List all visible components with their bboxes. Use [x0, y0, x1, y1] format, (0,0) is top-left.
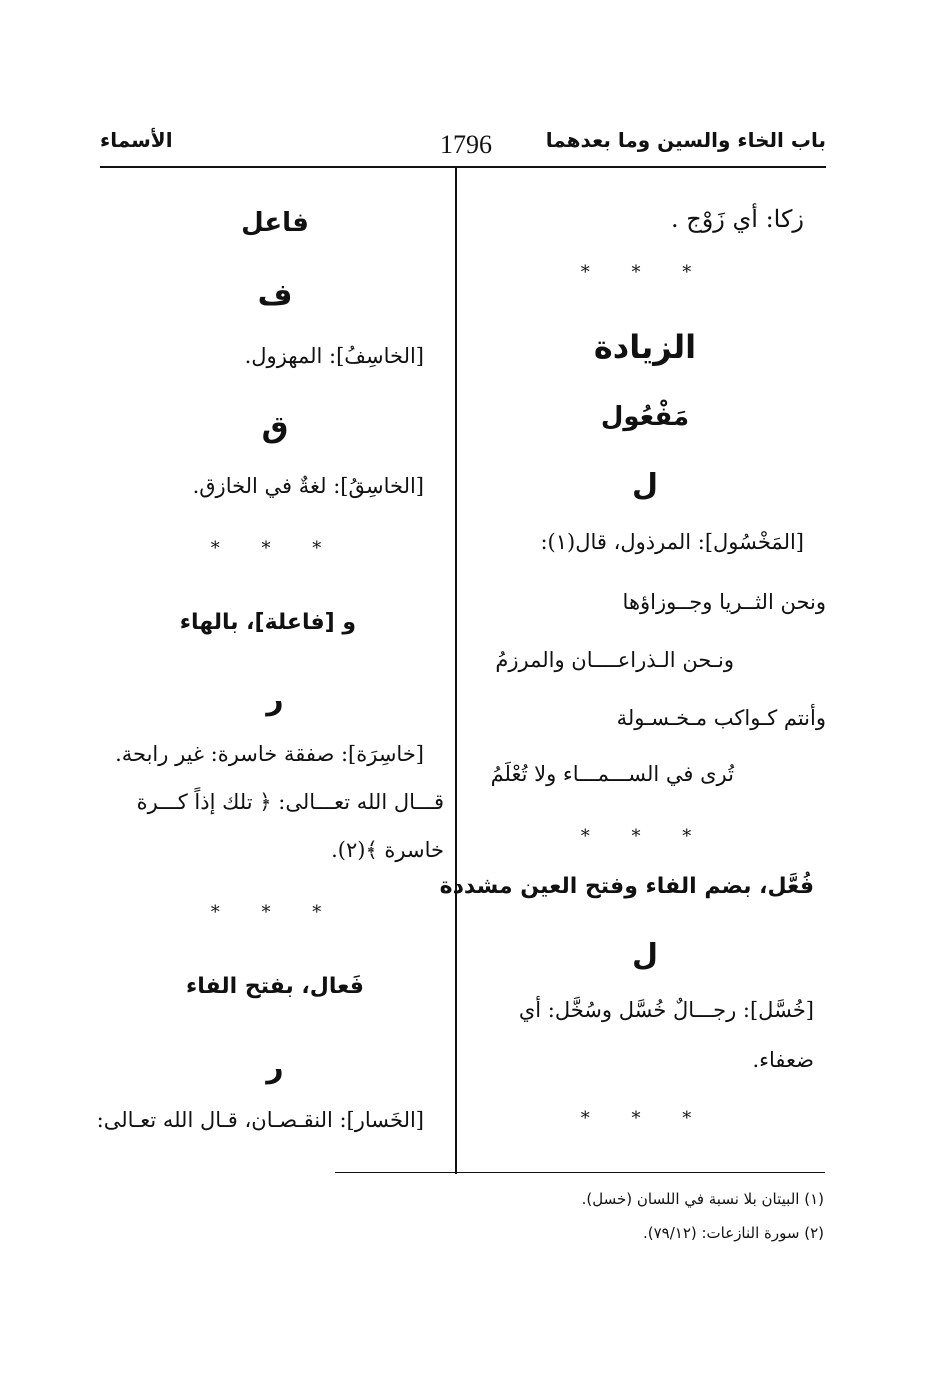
section-separator: * * * — [210, 902, 340, 923]
pattern-title: و [فاعلة]، بالهاء — [179, 610, 356, 635]
section-title: الزيادة — [593, 328, 697, 366]
pattern-title: مَفْعُول — [600, 402, 690, 432]
verse-line: وأنتم كـواكب مـخـسـولة — [616, 706, 826, 730]
running-header-right: باب الخاء والسين وما بعدهما — [545, 128, 826, 152]
verse-line: ونـحن الـذراعــــان والمرزمُ — [495, 648, 734, 672]
footnote-rule — [335, 1172, 825, 1173]
section-separator: * * * — [580, 262, 710, 283]
entry-text: [المَخْسُول]: المرذول، قال(١): — [540, 530, 804, 554]
text-line: زكا: أي زَوْج . — [670, 205, 804, 233]
entry-text: [خُسَّل]: رجـــالٌ خُسَّل وسُخَّل: أي — [518, 998, 814, 1022]
header-rule — [100, 166, 826, 168]
pattern-title: فَعال، بفتح الفاء — [186, 974, 364, 999]
entry-text: [الخَسار]: النقـصـان، قـال الله تعـالى: — [96, 1108, 424, 1132]
pattern-title: فُعَّل، بضم الفاء وفتح العين مشددة — [439, 874, 814, 899]
footnote: (٢) سورة النازعات: (٧٩/١٢). — [642, 1224, 824, 1242]
entry-text: [خاسِرَة]: صفقة خاسرة: غير رابحة. — [115, 742, 424, 766]
column-divider — [455, 168, 457, 1174]
entry-text: ضعفاء. — [752, 1048, 814, 1072]
letter-heading: ر — [266, 1050, 284, 1085]
letter-heading: ل — [631, 468, 659, 503]
section-separator: * * * — [210, 538, 340, 559]
page-number: 1796 — [440, 130, 492, 159]
entry-text: قـــال الله تعـــالى: ﴿ تلك إذاً كـــرة — [136, 790, 444, 814]
entry-text: [الخاسِفُ]: المهزول. — [244, 344, 424, 368]
verse-line: تُرى في الســـمـــاء ولا تُعْلَمُ — [490, 762, 734, 786]
entry-text: [الخاسِقُ]: لغةٌ في الخازق. — [192, 474, 424, 498]
section-separator: * * * — [580, 1108, 710, 1129]
letter-heading: ق — [261, 410, 289, 445]
letter-heading: ل — [631, 938, 659, 973]
footnote: (١) البيتان بلا نسبة في اللسان (خسل). — [581, 1190, 824, 1208]
letter-heading: ف — [257, 278, 293, 313]
running-header-left: الأسماء — [100, 128, 173, 152]
section-separator: * * * — [580, 826, 710, 847]
verse-line: ونحن الثــريا وجــوزاؤها — [622, 590, 826, 614]
letter-heading: ر — [266, 682, 284, 717]
entry-text: خاسرة ﴾(٢). — [331, 838, 444, 862]
pattern-title: فاعل — [241, 208, 309, 238]
